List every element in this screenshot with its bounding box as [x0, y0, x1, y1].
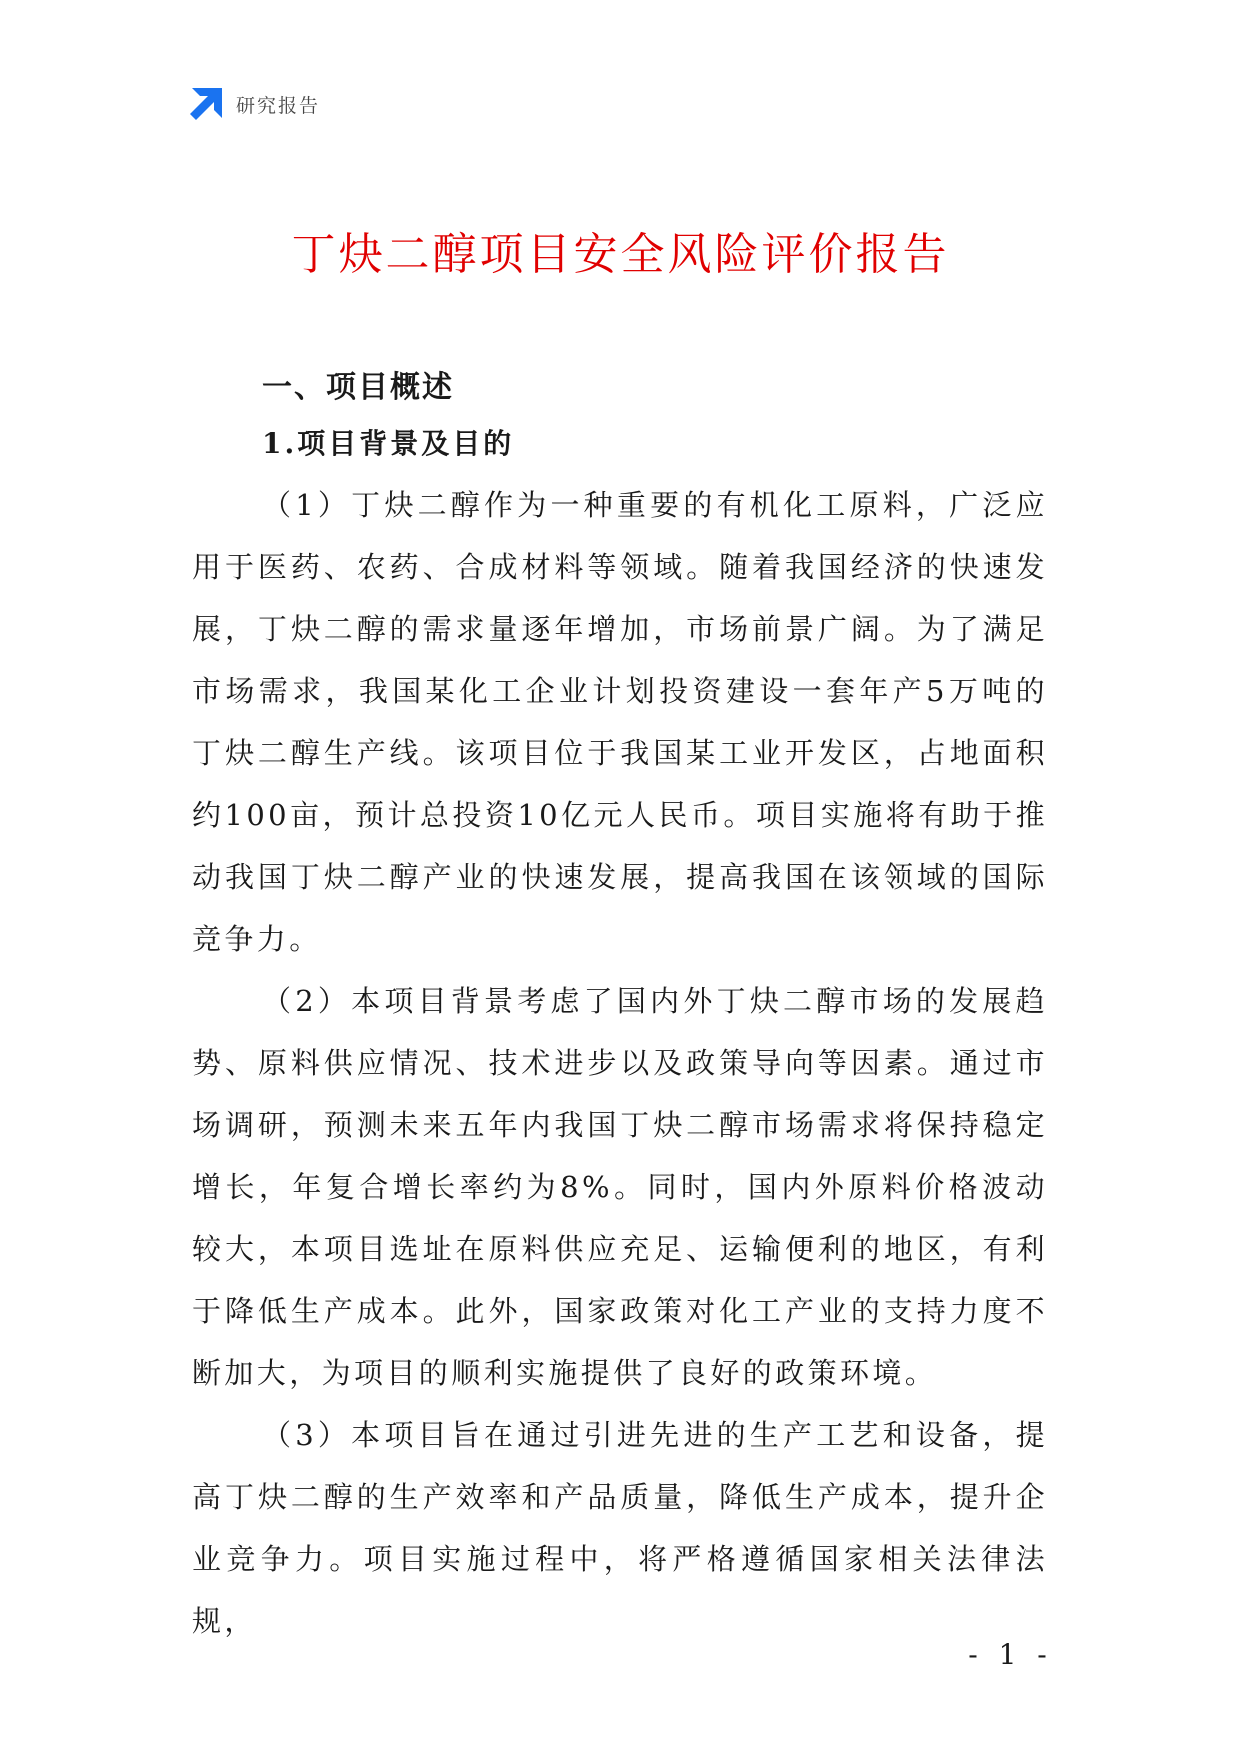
paragraph-1: （1）丁炔二醇作为一种重要的有机化工原料，广泛应用于医药、农药、合成材料等领域。随着我国经济的快速发展，丁炔二醇的需求量逐年增加，市场前景广阔。为了满足市场需求，我国某化工企业计划投资建设一套年产5万吨的丁炔二醇生产线。该项目位于我国某工业开发区，占地面积约100亩，预计总投资10亿元人民币。项目实施将有助于推动我国丁炔二醇产业的快速发展，提高我国在该领域的国际竞争力。	[192, 488, 1048, 956]
paragraph-3: （3）本项目旨在通过引进先进的生产工艺和设备，提高丁炔二醇的生产效率和产品质量，降低生产成本，提升企业竞争力。项目实施过程中，将严格遵循国家相关法律法规，	[192, 1418, 1048, 1638]
body-text	[192, 474, 1048, 1652]
arrow-up-right-icon	[190, 88, 222, 120]
sub-heading: 1.项目背景及目的	[262, 427, 515, 460]
section-heading: 一、项目概述	[262, 370, 454, 405]
header-label: 研究报告	[236, 94, 321, 117]
document-title: 丁炔二醇项目安全风险评价报告	[291, 229, 950, 280]
page-number: - 1 -	[968, 1638, 1053, 1671]
paragraph-2: （2）本项目背景考虑了国内外丁炔二醇市场的发展趋势、原料供应情况、技术进步以及政策导向等因素。通过市场调研，预测未来五年内我国丁炔二醇市场需求将保持稳定增长，年复合增长率约为8%。同时，国内外原料价格波动较大，本项目选址在原料供应充足、运输便利的地区，有利于降低生产成本。此外，国家政策对化工产业的支持力度不断加大，为项目的顺利实施提供了良好的政策环境。	[192, 984, 1048, 1390]
report-header	[190, 88, 320, 120]
